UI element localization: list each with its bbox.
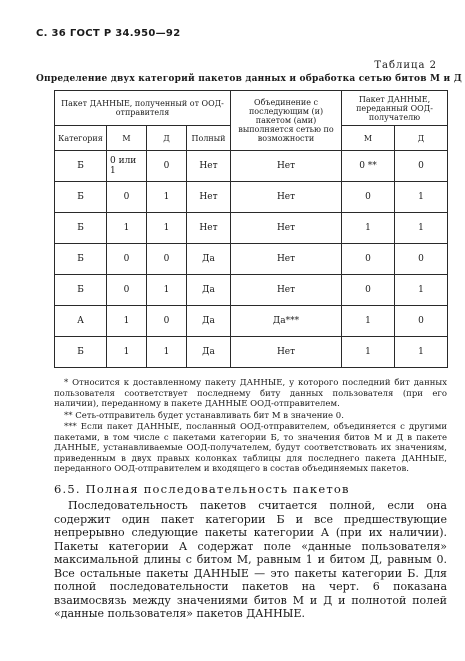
header-category: Категория (55, 126, 107, 151)
cell-category: А (55, 306, 107, 337)
cell-m-out: 0 (342, 244, 395, 275)
table-row (55, 244, 448, 275)
header-group-sent: Пакет ДАННЫЕ, полученный от ООД-отправителя (55, 91, 231, 126)
table-row (55, 182, 448, 213)
header-combined: Объединение с последующим (и) пакетом (ами) выполняется сетью по возможности (231, 91, 342, 151)
header-m-out: М (342, 126, 395, 151)
table-row (55, 275, 448, 306)
cell-d: 1 (147, 182, 187, 213)
footnote: *** Если пакет ДАННЫЕ, посланный ООД-отправителем, объединяется с другими пакетами, в том числе с пакетами категории Б, то значения битов М и Д в пакете ДАННЫЕ, устанавливаемые ООД-получателем, будут соответствовать их значениям, приведенным в двух правых колонках таблицы для последнего пакета ДАННЫЕ, переданного ООД-отправителем и входящего в состав объединяемых пакетов. (54, 422, 447, 474)
table-row (55, 337, 448, 368)
cell-category: Б (55, 275, 107, 306)
cell-d: 1 (147, 337, 187, 368)
cell-combined: Да*** (231, 306, 342, 337)
cell-m: 0 (107, 275, 147, 306)
table-row (55, 213, 448, 244)
cell-m-out: 0 ** (342, 151, 395, 182)
cell-m: 1 (107, 213, 147, 244)
cell-full: Нет (187, 182, 231, 213)
cell-combined: Нет (231, 182, 342, 213)
header-group-delivered: Пакет ДАННЫЕ, переданный ООД-получателю (342, 91, 448, 126)
table-caption: Определение двух категорий пакетов данных и обработка сетью битов М и Д (36, 74, 462, 84)
cell-category: Б (55, 151, 107, 182)
cell-m-out: 1 (342, 337, 395, 368)
cell-d-out: 0 (395, 151, 448, 182)
table-row (55, 151, 448, 182)
table-row (55, 306, 448, 337)
cell-m: 1 (107, 306, 147, 337)
cell-combined: Нет (231, 151, 342, 182)
cell-full: Нет (187, 151, 231, 182)
header-full: Полный (187, 126, 231, 151)
page-header: С. 36 ГОСТ Р 34.950—92 (36, 28, 181, 39)
cell-full: Да (187, 306, 231, 337)
cell-d-out: 1 (395, 337, 448, 368)
cell-combined: Нет (231, 244, 342, 275)
cell-m-out: 0 (342, 275, 395, 306)
cell-full: Да (187, 337, 231, 368)
cell-m: 0 или 1 (107, 151, 147, 182)
section-title: 6.5. Полная последовательность пакетов (54, 482, 350, 496)
cell-d: 0 (147, 151, 187, 182)
footnotes (54, 378, 447, 476)
cell-full: Да (187, 244, 231, 275)
cell-category: Б (55, 244, 107, 275)
cell-m: 1 (107, 337, 147, 368)
table-container (54, 90, 447, 368)
header-m: М (107, 126, 147, 151)
cell-m: 0 (107, 244, 147, 275)
section-body (54, 499, 447, 621)
cell-combined: Нет (231, 275, 342, 306)
data-table (54, 90, 448, 368)
cell-d: 0 (147, 306, 187, 337)
cell-m-out: 1 (342, 306, 395, 337)
cell-m: 0 (107, 182, 147, 213)
cell-d-out: 1 (395, 182, 448, 213)
footnote: * Относится к доставленному пакету ДАННЫЕ, у которого последний бит данных пользователя соответствует последнему биту данных пользователя (при его наличии), переданному в пакете ДАННЫЕ ООД-отправителем. (54, 378, 447, 409)
cell-d: 1 (147, 275, 187, 306)
cell-combined: Нет (231, 337, 342, 368)
cell-combined: Нет (231, 213, 342, 244)
cell-d-out: 1 (395, 213, 448, 244)
cell-d-out: 0 (395, 244, 448, 275)
footnote: ** Сеть-отправитель будет устанавливать бит М в значение 0. (64, 410, 344, 421)
header-d-out: Д (395, 126, 448, 151)
cell-d-out: 1 (395, 275, 448, 306)
cell-category: Б (55, 337, 107, 368)
cell-d: 0 (147, 244, 187, 275)
cell-full: Да (187, 275, 231, 306)
header-d: Д (147, 126, 187, 151)
cell-category: Б (55, 213, 107, 244)
table-number: Таблица 2 (374, 60, 437, 71)
cell-full: Нет (187, 213, 231, 244)
cell-category: Б (55, 182, 107, 213)
cell-m-out: 1 (342, 213, 395, 244)
cell-m-out: 0 (342, 182, 395, 213)
cell-d: 1 (147, 213, 187, 244)
section-paragraph: Последовательность пакетов считается полной, если она содержит один пакет категории Б и все предшествующие непрерывно следующие пакеты категории А (при их наличии). Пакеты категории А содержат поле «данные пользователя» максимальной длины с битом М, равным 1 и битом Д, равным 0. Все остальные пакеты ДАННЫЕ — это пакеты категории Б. Для полной последовательности пакетов на черт. 6 показана взаимосвязь между значениями битов М и Д и полнотой полей «данные пользователя» пакетов ДАННЫЕ. (54, 499, 447, 620)
cell-d-out: 0 (395, 306, 448, 337)
